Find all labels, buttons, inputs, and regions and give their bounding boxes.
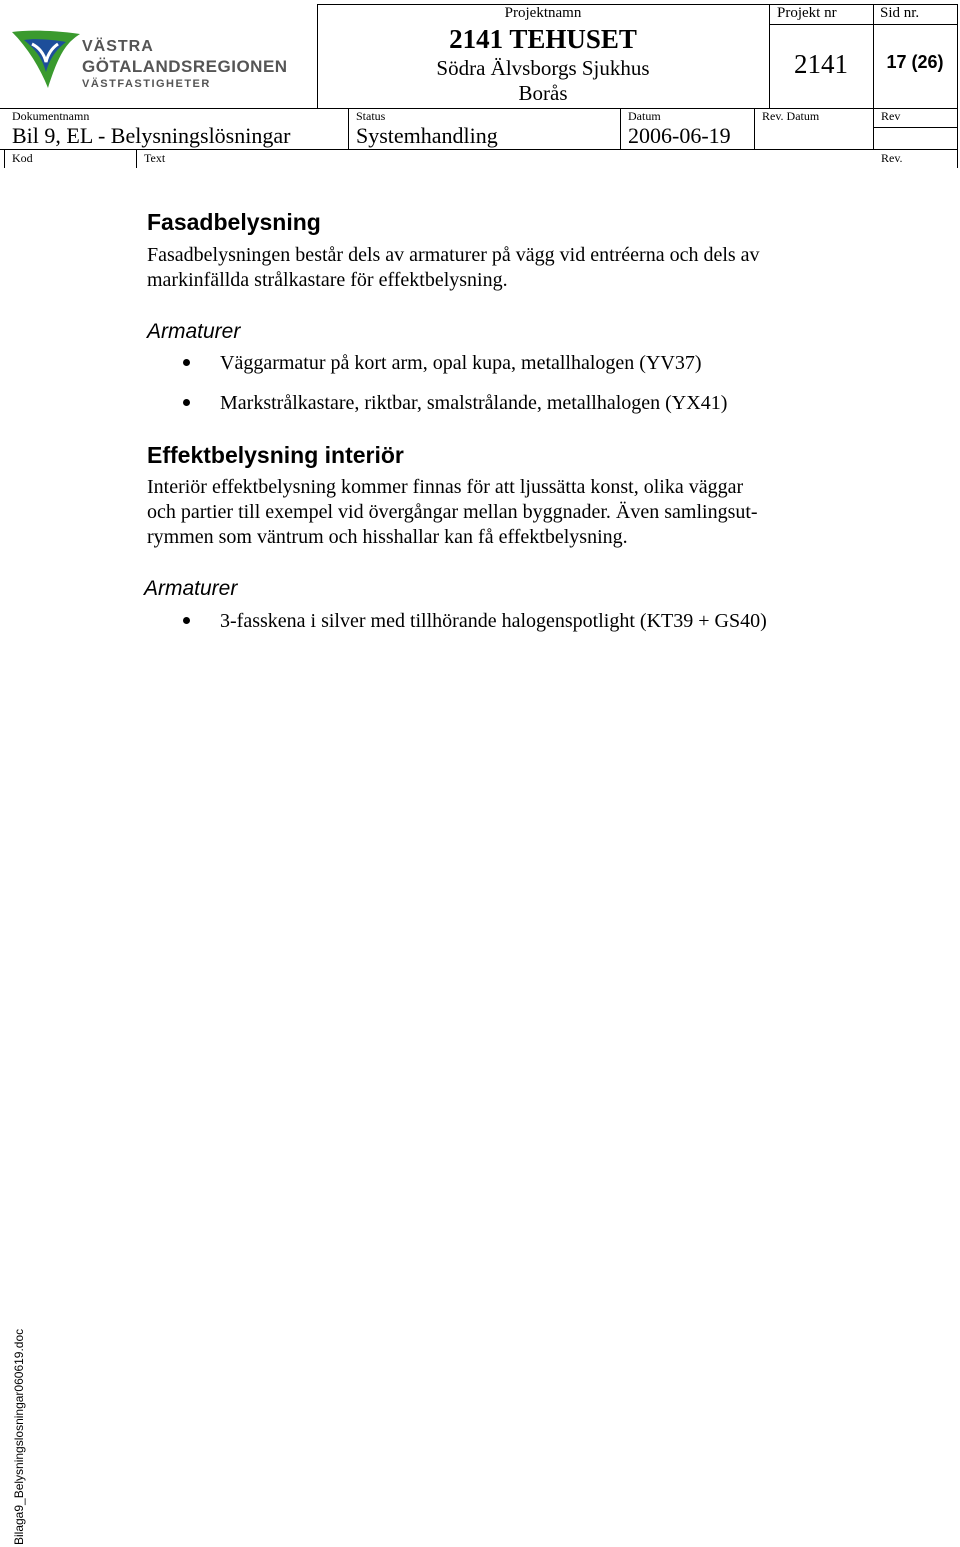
organization-logo [10, 28, 310, 94]
section2-paragraph-line3: rymmen som väntrum och hisshallar kan få effektbelysning. [147, 526, 628, 548]
logo-text-line1: VÄSTRA [82, 38, 154, 55]
section2-paragraph-line2: och partier till exempel vid övergångar mellan byggnader. Även samlingsut- [147, 501, 758, 523]
footer-filename: Bilaga9_Belysningslosningar060619.doc [12, 1328, 26, 1545]
bullet-text: Väggarmatur på kort arm, opal kupa, metallhalogen (YV37) [220, 352, 702, 374]
status-value: Systemhandling [356, 123, 498, 148]
header-rule-labels [769, 24, 957, 25]
header-col-rev [873, 108, 874, 149]
logo-text-line2: GÖTALANDSREGIONEN [82, 57, 288, 76]
header-col-revdatum [754, 108, 755, 149]
logo-mark-icon [10, 28, 84, 92]
header-col-datum [620, 108, 621, 149]
header-col-kod-left [4, 149, 5, 168]
bullet-dot-icon [183, 399, 190, 406]
rev-code-label: Rev. [881, 151, 903, 165]
section1-paragraph-line2: markinfällda strålkastare för effektbelysning. [147, 269, 508, 291]
text-label: Text [144, 151, 166, 165]
project-title: 2141 TEHUSET [449, 24, 637, 54]
header-col-right [957, 4, 958, 168]
projekt-nr-label: Projekt nr [777, 5, 837, 21]
section2-subheading-armaturer: Armaturer [144, 577, 238, 600]
status-label: Status [356, 109, 386, 123]
dokumentnamn-value: Bil 9, EL - Belysningslösningar [12, 123, 291, 148]
bullet-text: Markstrålkastare, riktbar, smalstrålande, metallhalogen (YX41) [220, 392, 728, 414]
header-col-text [136, 149, 137, 168]
bullet-dot-icon [183, 617, 190, 624]
header-rule-doc [0, 149, 957, 150]
header-rule-rev [873, 127, 957, 128]
projektnamn-label: Projektnamn [504, 5, 582, 21]
bullet-text: 3-fasskena i silver med tillhörande halogenspotlight (KT39 + GS40) [220, 610, 767, 632]
project-subtitle-hospital: Södra Älvsborgs Sjukhus [436, 56, 650, 80]
kod-label: Kod [12, 151, 33, 165]
sid-nr-label: Sid nr. [880, 5, 920, 21]
sid-nr-value: 17 (26) [886, 52, 944, 72]
logo-text-line3: VÄSTFASTIGHETER [82, 78, 211, 90]
bullet-dot-icon [183, 359, 190, 366]
section-heading-effektbelysning-interior: Effektbelysning interiör [147, 442, 404, 468]
section2-paragraph-line1: Interiör effektbelysning kommer finnas för att ljussätta konst, olika väggar [147, 476, 744, 498]
section1-subheading-armaturer: Armaturer [147, 320, 241, 343]
dokumentnamn-label: Dokumentnamn [12, 109, 90, 123]
datum-value: 2006-06-19 [628, 123, 731, 148]
project-subtitle-city: Borås [518, 81, 568, 105]
rev-datum-label: Rev. Datum [762, 109, 820, 123]
rev-label: Rev [881, 109, 901, 123]
header-col-status [348, 108, 349, 149]
projekt-nr-value: 2141 [794, 49, 848, 79]
datum-label: Datum [628, 109, 661, 123]
section1-paragraph-line1: Fasadbelysningen består dels av armaturer på vägg vid entréerna och dels av [147, 244, 760, 266]
section-heading-fasadbelysning: Fasadbelysning [147, 209, 321, 235]
